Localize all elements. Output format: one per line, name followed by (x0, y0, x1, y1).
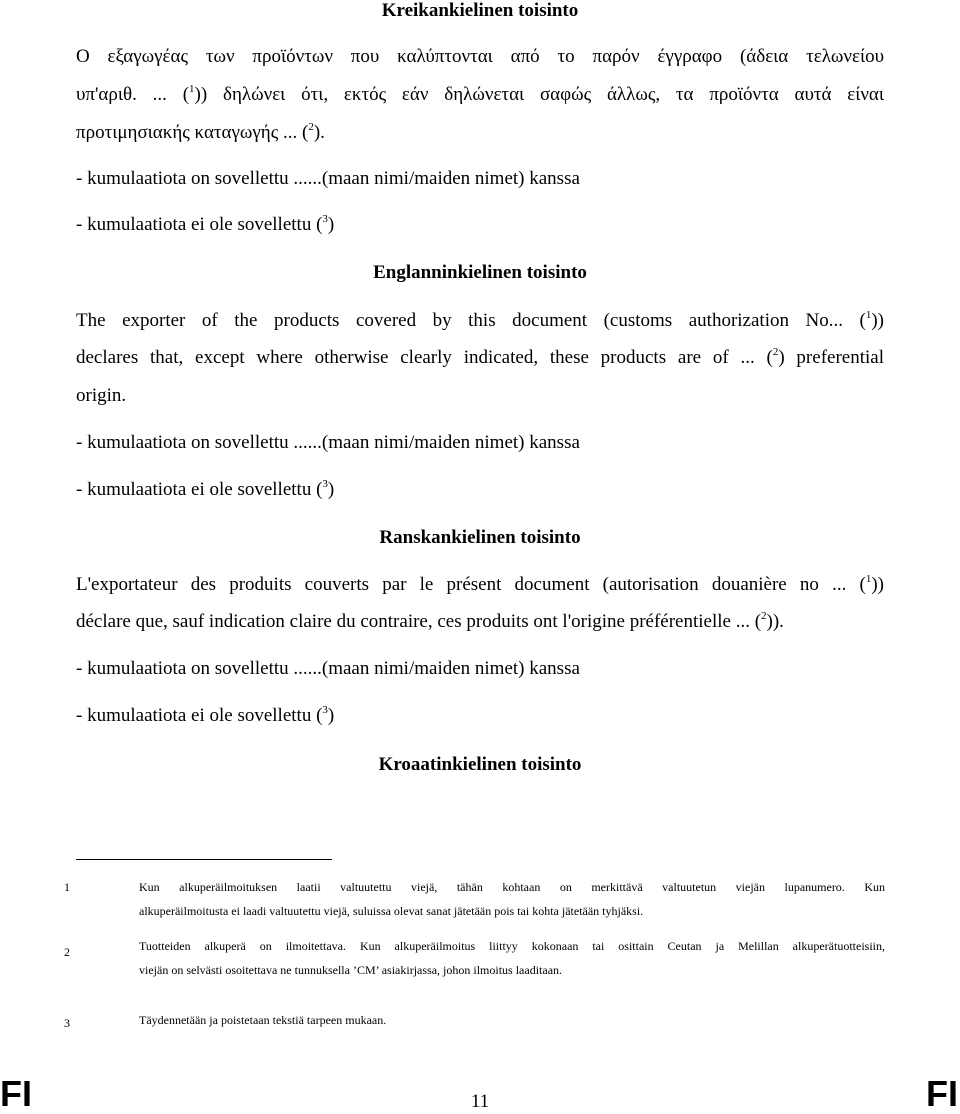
footnote-number: 3 (64, 1016, 70, 1030)
footnote-ref-2: 2 (772, 346, 779, 358)
footnote-3-line-1: Täydennetään ja poistetaan tekstiä tarpeen mukaan. (139, 1013, 387, 1027)
footnote-ref-3: 3 (322, 478, 328, 490)
footnote-ref-2: 2 (308, 121, 314, 133)
footnote-ref-2: 2 (761, 610, 767, 622)
greek-line-3: προτιμησιακής καταγωγής ... ($^2$). (76, 121, 325, 143)
footnote-number: 2 (64, 945, 70, 959)
footnote-2-line-2: viejän on selvästi osoitettava ne tunnuksella ’CM’ asiakirjassa, johon ilmoitus laaditaan. (139, 963, 563, 977)
footnote-ref-1: 1 (865, 309, 872, 321)
greek-cumulation-applied: - kumulaatiota on sovellettu ......(maan nimi/maiden nimet) kanssa (76, 168, 580, 189)
footnote-number: 1 (64, 880, 70, 894)
croatian-version-heading: Kroaatinkielinen toisinto (378, 754, 582, 775)
french-line-2: déclare que, sauf indication claire du contraire, ces produits ont l'origine préférentielle ... ($^2$)). (76, 610, 784, 632)
footnote-separator (76, 859, 332, 860)
french-version-heading: Ranskankielinen toisinto (379, 527, 581, 548)
french-line-1: L'exportateur des produits couverts par le présent document (autorisation douanière no ... ($^1$)) (76, 573, 884, 595)
page-number: 11 (470, 1091, 490, 1112)
english-cumulation-not-applied: - kumulaatiota ei ole sovellettu ($^3$) (76, 478, 335, 500)
footnote-1-line-1: Kun alkuperäilmoituksen laatii valtuutettu viejä, tähän kohtaan on merkittävä valtuutetun viejän lupanumero. Kun (139, 880, 885, 894)
footnote-ref-3: 3 (322, 213, 328, 225)
footnote-ref-3: 3 (322, 704, 328, 716)
footnote-ref-1: 1 (189, 83, 195, 95)
english-line-2: declares that, except where otherwise clearly indicated, these products are of ... ($^2$) preferential (76, 346, 884, 368)
footnote-ref-1: 1 (865, 573, 872, 585)
footnote-2-line-1: Tuotteiden alkuperä on ilmoitettava. Kun alkuperäilmoitus liittyy kokonaan tai osittain Ceutan ja Melillan alkuperätuotteisiin, (139, 939, 885, 953)
greek-line-1: Ο εξαγωγέας των προϊόντων που καλύπτονται από το παρόν έγγραφο (άδεια τελωνείου (76, 46, 884, 67)
greek-cumulation-not-applied: - kumulaatiota ei ole sovellettu ($^3$) (76, 213, 335, 235)
language-code-right: FI (926, 1073, 958, 1114)
french-cumulation-applied: - kumulaatiota on sovellettu ......(maan nimi/maiden nimet) kanssa (76, 658, 580, 679)
english-line-3: origin. (76, 385, 127, 406)
english-version-heading: Englanninkielinen toisinto (373, 262, 587, 283)
greek-version-heading: Kreikankielinen toisinto (381, 0, 579, 21)
english-line-1: The exporter of the products covered by this document (customs authorization No... ($^1$)) (76, 309, 884, 331)
greek-line-2: υπ'αριθ. ... ($^1$)) δηλώνει ότι, εκτός εάν δηλώνεται σαφώς άλλως, τα προϊόντα αυτά είναι (76, 83, 885, 105)
footnote-1-line-2: alkuperäilmoitusta ei laadi valtuutettu viejä, suluissa olevat sanat jätetään pois tai kohta jätetään tyhjäksi. (139, 904, 644, 918)
language-code-left: FI (0, 1073, 32, 1114)
french-cumulation-not-applied: - kumulaatiota ei ole sovellettu ($^3$) (76, 704, 335, 726)
english-cumulation-applied: - kumulaatiota on sovellettu ......(maan nimi/maiden nimet) kanssa (76, 432, 580, 453)
